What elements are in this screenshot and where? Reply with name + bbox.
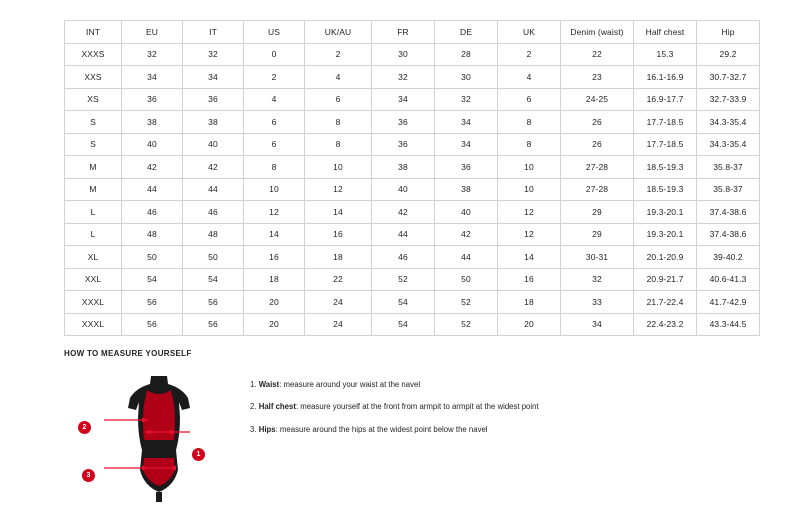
table-row <box>65 291 760 314</box>
column-header-de: DE <box>435 21 498 44</box>
measure-note-half-chest <box>250 402 539 411</box>
cell-half-chest: 20.9-21.7 <box>634 268 697 291</box>
table-row <box>65 268 760 291</box>
cell-denim-waist: 33 <box>561 291 634 314</box>
cell-int: S <box>65 111 122 134</box>
cell-us: 6 <box>244 133 305 156</box>
cell-denim-waist: 30-31 <box>561 246 634 269</box>
cell-uk-au: 4 <box>305 66 372 89</box>
cell-de: 34 <box>435 111 498 134</box>
cell-uk: 8 <box>498 133 561 156</box>
cell-us: 10 <box>244 178 305 201</box>
cell-uk-au: 8 <box>305 111 372 134</box>
cell-hip: 34.3-35.4 <box>697 133 760 156</box>
cell-denim-waist: 34 <box>561 313 634 336</box>
cell-int: XXS <box>65 66 122 89</box>
how-to-measure-body <box>64 368 744 504</box>
table-row <box>65 88 760 111</box>
cell-de: 36 <box>435 156 498 179</box>
column-header-it: IT <box>183 21 244 44</box>
table-row <box>65 111 760 134</box>
cell-denim-waist: 24-25 <box>561 88 634 111</box>
cell-denim-waist: 27-28 <box>561 156 634 179</box>
cell-half-chest: 17.7-18.5 <box>634 133 697 156</box>
column-header-int: INT <box>65 21 122 44</box>
cell-us: 6 <box>244 111 305 134</box>
cell-half-chest: 16.1-16.9 <box>634 66 697 89</box>
cell-int: L <box>65 201 122 224</box>
how-to-measure-section <box>64 349 744 504</box>
cell-us: 12 <box>244 201 305 224</box>
cell-int: S <box>65 133 122 156</box>
cell-us: 2 <box>244 66 305 89</box>
cell-half-chest: 20.1-20.9 <box>634 246 697 269</box>
cell-uk-au: 14 <box>305 201 372 224</box>
cell-it: 44 <box>183 178 244 201</box>
stand-pole <box>156 492 162 502</box>
cell-half-chest: 19.3-20.1 <box>634 201 697 224</box>
cell-int: XL <box>65 246 122 269</box>
cell-de: 44 <box>435 246 498 269</box>
cell-hip: 35.8-37 <box>697 156 760 179</box>
cell-denim-waist: 32 <box>561 268 634 291</box>
cell-fr: 36 <box>372 133 435 156</box>
measure-note-text-waist: : measure around your waist at the navel <box>279 380 421 389</box>
column-header-hip: Hip <box>697 21 760 44</box>
cell-eu: 38 <box>122 111 183 134</box>
cell-de: 38 <box>435 178 498 201</box>
cell-eu: 40 <box>122 133 183 156</box>
cell-hip: 34.3-35.4 <box>697 111 760 134</box>
table-row <box>65 66 760 89</box>
cell-eu: 50 <box>122 246 183 269</box>
table-row <box>65 246 760 269</box>
cell-it: 42 <box>183 156 244 179</box>
cell-uk-au: 24 <box>305 291 372 314</box>
column-header-half-chest: Half chest <box>634 21 697 44</box>
measure-note-number-2: 2. <box>250 402 257 412</box>
column-header-fr: FR <box>372 21 435 44</box>
cell-half-chest: 16.9-17.7 <box>634 88 697 111</box>
cell-half-chest: 21.7-22.4 <box>634 291 697 314</box>
cell-de: 32 <box>435 88 498 111</box>
measure-note-waist <box>250 380 539 389</box>
cell-de: 52 <box>435 313 498 336</box>
cell-uk-au: 16 <box>305 223 372 246</box>
cell-denim-waist: 27-28 <box>561 178 634 201</box>
cell-eu: 48 <box>122 223 183 246</box>
cell-eu: 56 <box>122 313 183 336</box>
measure-note-number-1: 1. <box>250 380 257 389</box>
cell-uk: 6 <box>498 88 561 111</box>
cell-eu: 54 <box>122 268 183 291</box>
cell-half-chest: 17.7-18.5 <box>634 111 697 134</box>
cell-half-chest: 22.4-23.2 <box>634 313 697 336</box>
cell-de: 34 <box>435 133 498 156</box>
cell-hip: 39-40.2 <box>697 246 760 269</box>
cell-half-chest: 18.5-19.3 <box>634 156 697 179</box>
measure-badge-3: 3 <box>82 469 95 482</box>
cell-us: 4 <box>244 88 305 111</box>
cell-de: 28 <box>435 43 498 66</box>
cell-denim-waist: 26 <box>561 133 634 156</box>
cell-uk: 14 <box>498 246 561 269</box>
cell-de: 52 <box>435 291 498 314</box>
cell-half-chest: 15.3 <box>634 43 697 66</box>
table-row <box>65 43 760 66</box>
cell-it: 48 <box>183 223 244 246</box>
cell-us: 8 <box>244 156 305 179</box>
cell-denim-waist: 26 <box>561 111 634 134</box>
cell-uk: 12 <box>498 223 561 246</box>
cell-uk: 18 <box>498 291 561 314</box>
cell-uk: 16 <box>498 268 561 291</box>
cell-fr: 40 <box>372 178 435 201</box>
mannequin-illustration-icon <box>104 374 214 504</box>
cell-int: M <box>65 178 122 201</box>
cell-fr: 32 <box>372 66 435 89</box>
cell-int: XXXS <box>65 43 122 66</box>
cell-it: 38 <box>183 111 244 134</box>
table-row <box>65 178 760 201</box>
cell-uk-au: 6 <box>305 88 372 111</box>
cell-uk-au: 2 <box>305 43 372 66</box>
cell-int: L <box>65 223 122 246</box>
cell-de: 42 <box>435 223 498 246</box>
cell-hip: 40.6-41.3 <box>697 268 760 291</box>
cell-it: 46 <box>183 201 244 224</box>
mannequin-figure <box>82 374 214 504</box>
cell-us: 16 <box>244 246 305 269</box>
cell-fr: 34 <box>372 88 435 111</box>
cell-int: XXXL <box>65 313 122 336</box>
cell-uk-au: 22 <box>305 268 372 291</box>
cell-hip: 37.4-38.6 <box>697 223 760 246</box>
cell-hip: 29.2 <box>697 43 760 66</box>
cell-us: 20 <box>244 291 305 314</box>
cell-int: XXXL <box>65 291 122 314</box>
table-body <box>65 43 760 336</box>
table-row <box>65 133 760 156</box>
measure-note-term-half-chest: Half chest <box>258 402 296 412</box>
cell-fr: 42 <box>372 201 435 224</box>
cell-fr: 54 <box>372 291 435 314</box>
cell-us: 0 <box>244 43 305 66</box>
measure-note-hips <box>250 425 539 434</box>
cell-hip: 32.7-33.9 <box>697 88 760 111</box>
column-header-uk-au: UK/AU <box>305 21 372 44</box>
cell-fr: 54 <box>372 313 435 336</box>
measure-note-text-half-chest: : measure yourself at the front from armpit to armpit at the widest point <box>295 402 539 412</box>
cell-it: 36 <box>183 88 244 111</box>
cell-denim-waist: 29 <box>561 223 634 246</box>
cell-de: 40 <box>435 201 498 224</box>
cell-uk: 2 <box>498 43 561 66</box>
cell-us: 14 <box>244 223 305 246</box>
column-header-denim-waist: Denim (waist) <box>561 21 634 44</box>
measure-note-term-waist: Waist <box>258 380 280 389</box>
cell-de: 30 <box>435 66 498 89</box>
cell-eu: 42 <box>122 156 183 179</box>
cell-eu: 56 <box>122 291 183 314</box>
cell-uk: 10 <box>498 178 561 201</box>
table-row <box>65 201 760 224</box>
cell-denim-waist: 29 <box>561 201 634 224</box>
cell-uk: 4 <box>498 66 561 89</box>
size-chart-table-container <box>64 20 747 336</box>
table-header <box>65 21 760 44</box>
size-chart-table <box>64 20 760 336</box>
cell-uk-au: 12 <box>305 178 372 201</box>
table-row <box>65 223 760 246</box>
measure-badge-2: 2 <box>78 421 91 434</box>
cell-fr: 46 <box>372 246 435 269</box>
cell-int: XXL <box>65 268 122 291</box>
table-row <box>65 313 760 336</box>
cell-it: 54 <box>183 268 244 291</box>
cell-it: 50 <box>183 246 244 269</box>
how-to-measure-title: HOW TO MEASURE YOURSELF <box>64 349 192 358</box>
cell-de: 50 <box>435 268 498 291</box>
cell-int: XS <box>65 88 122 111</box>
cell-hip: 35.8-37 <box>697 178 760 201</box>
cell-us: 18 <box>244 268 305 291</box>
cell-eu: 32 <box>122 43 183 66</box>
cell-it: 32 <box>183 43 244 66</box>
cell-hip: 43.3-44.5 <box>697 313 760 336</box>
measure-note-term-hips: Hips <box>258 424 276 434</box>
measure-badge-1: 1 <box>192 448 205 461</box>
cell-hip: 41.7-42.9 <box>697 291 760 314</box>
column-header-eu: EU <box>122 21 183 44</box>
cell-hip: 37.4-38.6 <box>697 201 760 224</box>
cell-uk-au: 18 <box>305 246 372 269</box>
cell-int: M <box>65 156 122 179</box>
column-header-us: US <box>244 21 305 44</box>
measure-note-text-hips: : measure around the hips at the widest point below the navel <box>275 424 488 434</box>
cell-it: 56 <box>183 291 244 314</box>
cell-uk: 10 <box>498 156 561 179</box>
cell-fr: 44 <box>372 223 435 246</box>
table-header-row <box>65 21 760 44</box>
cell-uk: 8 <box>498 111 561 134</box>
table-row <box>65 156 760 179</box>
measure-notes-list <box>250 380 539 447</box>
cell-uk: 20 <box>498 313 561 336</box>
cell-eu: 44 <box>122 178 183 201</box>
cell-uk-au: 8 <box>305 133 372 156</box>
cell-hip: 30.7-32.7 <box>697 66 760 89</box>
cell-denim-waist: 22 <box>561 43 634 66</box>
cell-fr: 52 <box>372 268 435 291</box>
cell-half-chest: 18.5-19.3 <box>634 178 697 201</box>
cell-denim-waist: 23 <box>561 66 634 89</box>
cell-fr: 36 <box>372 111 435 134</box>
column-header-uk: UK <box>498 21 561 44</box>
cell-uk: 12 <box>498 201 561 224</box>
cell-us: 20 <box>244 313 305 336</box>
cell-fr: 30 <box>372 43 435 66</box>
cell-it: 56 <box>183 313 244 336</box>
cell-half-chest: 19.3-20.1 <box>634 223 697 246</box>
cell-fr: 38 <box>372 156 435 179</box>
cell-uk-au: 24 <box>305 313 372 336</box>
measure-note-number-3: 3. <box>250 424 257 434</box>
cell-eu: 46 <box>122 201 183 224</box>
cell-eu: 36 <box>122 88 183 111</box>
cell-uk-au: 10 <box>305 156 372 179</box>
cell-it: 34 <box>183 66 244 89</box>
cell-eu: 34 <box>122 66 183 89</box>
cell-it: 40 <box>183 133 244 156</box>
